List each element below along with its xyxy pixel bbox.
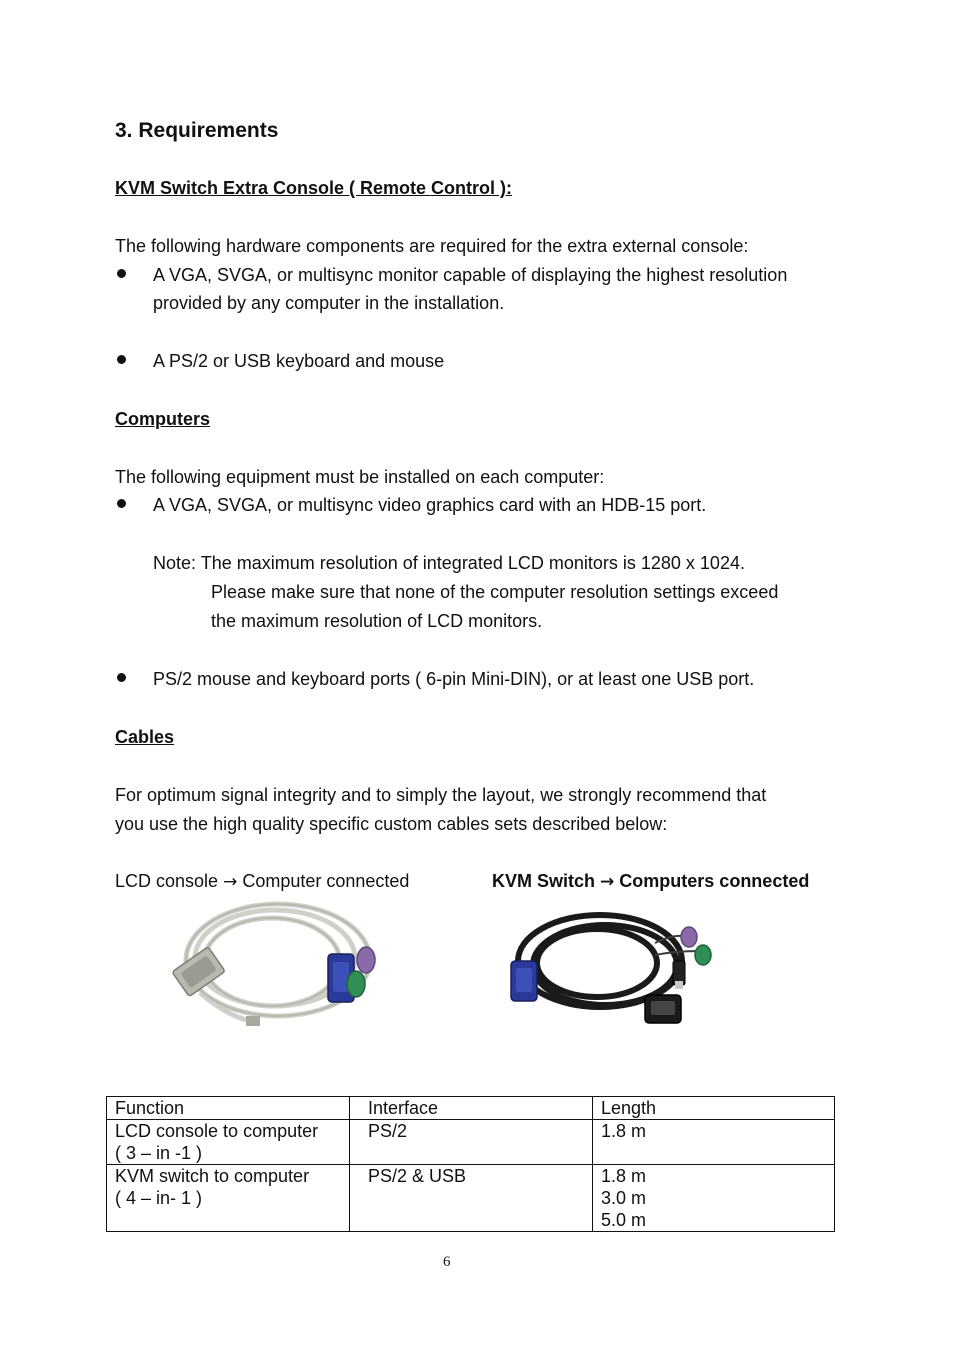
bullet-icon bbox=[117, 269, 126, 278]
table-cell-function bbox=[107, 1165, 350, 1232]
arrow-right-icon: → bbox=[600, 872, 615, 892]
computers-bullet-2: PS/2 mouse and keyboard ports ( 6-pin Mini-DIN), or at least one USB port. bbox=[153, 669, 755, 689]
table-cell-function bbox=[107, 1120, 350, 1165]
section-title-computers: Computers bbox=[115, 409, 211, 429]
note-line-2: Please make sure that none of the computer resolution settings exceed bbox=[211, 582, 779, 602]
cell-text: KVM switch to computer bbox=[115, 1166, 310, 1186]
caption-to: Computer connected bbox=[242, 871, 410, 891]
cell-text: 5.0 m bbox=[601, 1210, 647, 1230]
bullet-icon bbox=[117, 673, 126, 682]
caption-to: Computers connected bbox=[619, 871, 810, 891]
cell-text: 1.8 m bbox=[601, 1166, 647, 1186]
kvm-switch-cable-image bbox=[505, 903, 715, 1033]
table-header-cell: Interface bbox=[350, 1097, 593, 1120]
cell-text: ( 4 – in- 1 ) bbox=[115, 1188, 203, 1208]
table-cell-interface: PS/2 bbox=[350, 1120, 593, 1165]
section-title-kvm: KVM Switch Extra Console ( Remote Control ): bbox=[115, 178, 513, 198]
table-cell-length bbox=[593, 1165, 835, 1232]
table-row bbox=[107, 1165, 835, 1232]
caption-from: KVM Switch bbox=[492, 871, 596, 891]
bullet-icon bbox=[117, 499, 126, 508]
note-line-1: Note: The maximum resolution of integrated LCD monitors is 1280 x 1024. bbox=[153, 553, 745, 573]
table-header-row bbox=[107, 1097, 835, 1120]
cell-text: 3.0 m bbox=[601, 1188, 647, 1208]
bullet-icon bbox=[117, 355, 126, 364]
caption-from: LCD console bbox=[115, 871, 219, 891]
caption-lcd-console bbox=[115, 870, 409, 893]
note-line-3: the maximum resolution of LCD monitors. bbox=[211, 611, 543, 631]
lcd-console-cable-image bbox=[160, 898, 385, 1033]
table-header-cell: Function bbox=[107, 1097, 350, 1120]
kvm-bullet-1-line1: A VGA, SVGA, or multisync monitor capable of displaying the highest resolution bbox=[153, 265, 788, 285]
cable-spec-table bbox=[106, 1096, 835, 1232]
table-cell-length bbox=[593, 1120, 835, 1165]
computers-bullet-1: A VGA, SVGA, or multisync video graphics card with an HDB-15 port. bbox=[153, 495, 707, 515]
cell-text: 1.8 m bbox=[601, 1121, 647, 1141]
kvm-bullet-1-line2: provided by any computer in the installation. bbox=[153, 293, 505, 313]
table-row bbox=[107, 1120, 835, 1165]
cables-paragraph-line2: you use the high quality specific custom cables sets described below: bbox=[115, 814, 668, 834]
kvm-bullet-2: A PS/2 or USB keyboard and mouse bbox=[153, 351, 445, 371]
page-title: 3. Requirements bbox=[115, 119, 279, 142]
computers-intro: The following equipment must be installed on each computer: bbox=[115, 467, 605, 487]
arrow-right-icon: → bbox=[223, 872, 238, 892]
cell-text: LCD console to computer bbox=[115, 1121, 319, 1141]
caption-kvm-switch bbox=[492, 870, 809, 893]
table-cell-interface: PS/2 & USB bbox=[350, 1165, 593, 1232]
table-header-cell: Length bbox=[593, 1097, 835, 1120]
cables-paragraph-line1: For optimum signal integrity and to simply the layout, we strongly recommend that bbox=[115, 785, 767, 805]
section-title-cables: Cables bbox=[115, 727, 175, 747]
kvm-intro: The following hardware components are required for the extra external console: bbox=[115, 236, 749, 256]
cell-text: ( 3 – in -1 ) bbox=[115, 1143, 203, 1163]
page-number: 6 bbox=[443, 1254, 451, 1270]
